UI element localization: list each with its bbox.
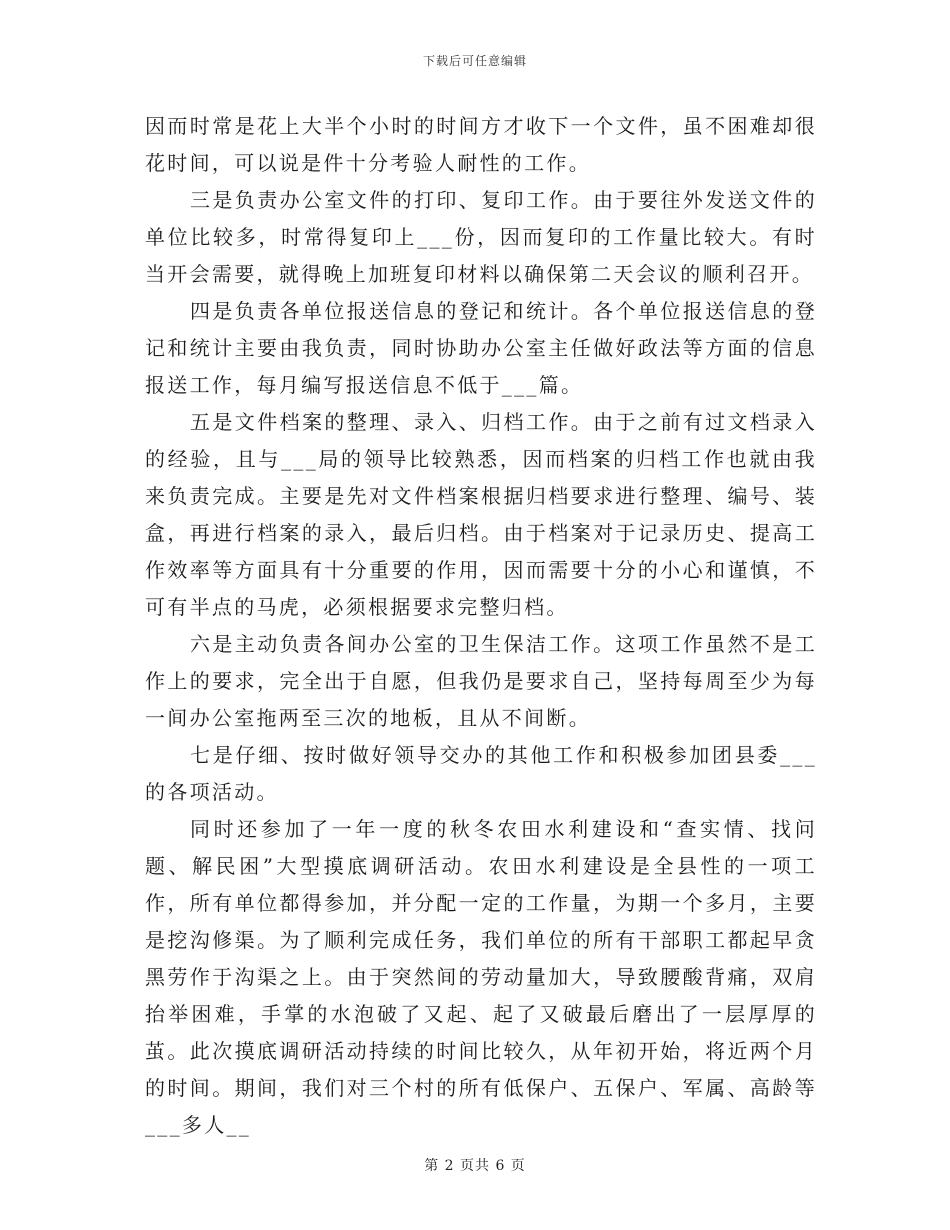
page-number: 第 2 页共 6 页 bbox=[424, 1158, 526, 1174]
paragraph: 七是仔细、按时做好领导交办的其他工作和积极参加团县委___的各项活动。 bbox=[145, 743, 817, 804]
paragraph: 三是负责办公室文件的打印、复印工作。由于要往外发送文件的单位比较多，时常得复印上___份，因而复印的工作量比较大。有时当开会需要，就得晚上加班复印材料以确保第二天会议的顺利召开。 bbox=[145, 188, 817, 286]
document-body bbox=[145, 108, 817, 1144]
paragraph: 四是负责各单位报送信息的登记和统计。各个单位报送信息的登记和统计主要由我负责，同时协助办公室主任做好政法等方面的信息报送工作，每月编写报送信息不低于___篇。 bbox=[145, 299, 817, 397]
paragraph: 同时还参加了一年一度的秋冬农田水利建设和“查实情、找问题、解民困”大型摸底调研活动。农田水利建设是全县性的一项工作，所有单位都得参加，并分配一定的工作量，为期一个多月，主要是挖沟修渠。为了顺利完成任务，我们单位的所有干部职工都起早贪黑劳作于沟渠之上。由于突然间的劳动量加大，导致腰酸背痛，双肩抬举困难，手掌的水泡破了又起、起了又破最后磨出了一层厚厚的茧。此次摸底调研活动持续的时间比较久，从年初开始，将近两个月的时间。期间，我们对三个村的所有低保户、五保户、军属、高龄等___多人__ bbox=[145, 817, 817, 1137]
paragraph: 六是主动负责各间办公室的卫生保洁工作。这项工作虽然不是工作上的要求，完全出于自愿，但我仍是要求自己，坚持每周至少为每一间办公室拖两至三次的地板，且从不间断。 bbox=[145, 632, 817, 730]
page-header: 下载后可任意编辑 bbox=[422, 54, 527, 68]
paragraph: 五是文件档案的整理、录入、归档工作。由于之前有过文档录入的经验，且与___局的领导比较熟悉，因而档案的归档工作也就由我来负责完成。主要是先对文件档案根据归档要求进行整理、编号、装盒，再进行档案的录入，最后归档。由于档案对于记录历史、提高工作效率等方面具有十分重要的作用，因而需要十分的小心和谨慎，不可有半点的马虎，必须根据要求完整归档。 bbox=[145, 410, 817, 619]
paragraph: 因而时常是花上大半个小时的时间方才收下一个文件，虽不困难却很花时间，可以说是件十分考验人耐性的工作。 bbox=[145, 114, 817, 175]
